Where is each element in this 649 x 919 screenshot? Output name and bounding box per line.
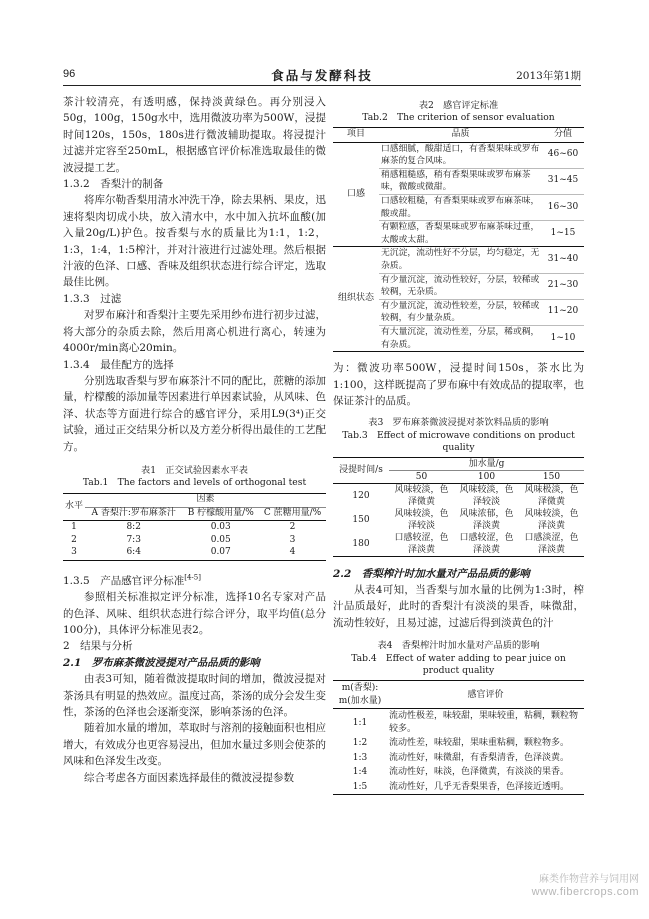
watermark-url: www.fibercrops.com [531,886,639,898]
table-row [333,751,584,766]
section-heading: 1.3.4 最佳配方的选择 [63,358,174,371]
cell: 风味浓郁，色泽淡黄 [459,508,514,531]
section-heading: 1.3.3 过滤 [63,292,122,305]
table2-block [333,100,584,352]
table4-ratio-header-2: m(加水量) [338,695,382,706]
table3 [333,457,584,557]
table2-quality-header: 品质 [379,127,542,142]
cell: 150 [352,514,370,525]
table3-col-header: 50 [389,470,454,483]
table3-caption-cn: 表3 罗布麻茶微波浸提对茶饮料品质的影响 [368,417,549,429]
table1-block [63,465,326,561]
cell: 流动性好，味淡，色泽微黄，有淡淡的果香。 [389,767,570,778]
cell: 2 [71,534,77,545]
table-row [333,508,584,532]
cell: 有大量沉淀，流动性差，分层，稀或稠，有杂质。 [379,325,542,351]
table3-caption-en: Tab.3 Effect of microwave conditions on product quality [342,429,575,454]
cell: 46~60 [542,142,584,168]
paragraph: 由表3可知，随着微波提取时间的增加，微波浸提对茶汤具有明显的热效应。温度过高，茶汤的成分会发生变性，茶汤的色泽也会逐渐变深，影响茶汤的色泽。 [63,673,326,718]
table2-score-header: 分值 [542,127,584,142]
table3-time-header: 浸提时间/s [333,457,389,483]
paragraph: 综合考虑各方面因素选择最佳的微波浸提参数 [84,771,294,784]
table-row [333,709,584,737]
table4-ratio-header [333,681,387,709]
cell: 21~30 [542,273,584,299]
cell: 0.03 [210,521,231,532]
paragraph: 将库尔勒香梨用清水冲洗干净，除去果柄、果皮，迅速将梨肉切成小块，放入清水中，水中加入抗坏血酸(加入量20g/L)护色。按香梨与水的质量比为1:1，1:2，1:3，1:4，1:5榨汁，并对汁液进行过滤处理。然后根据汁液的色泽、口感、香味及组织状态进行综合评定，选取最佳比例。 [63,194,326,289]
table2-category-texture: 组织状态 [333,247,379,352]
cell: 3 [63,547,85,560]
table-row [333,142,584,168]
cell: 风味较淡，色泽淡黄 [524,508,579,531]
cell: 口感较涩，色泽淡黄 [389,532,454,557]
cell: 流动性差，味较甜，果味重粘稠，颗粒物多。 [389,738,570,749]
cell: 稍感粗糙感，稍有香梨果味或罗布麻茶味，微酸或微甜。 [379,168,542,194]
table1-col-b: B 柠檬酸用量/% [182,507,259,521]
cell: 口感细腻，酸甜适口，有香梨果味或罗布麻茶的复合风味。 [379,142,542,168]
cell: 0.05 [210,534,231,545]
table2-caption-cn: 表2 感官评定标准 [418,100,499,111]
paragraph: 对罗布麻汁和香梨汁主要先采用纱布进行初步过滤，将大部分的杂质去除，然后用离心机进行离心，转速为4000r/min离心20min。 [63,309,326,355]
paragraph: 随着加水量的增加，萃取时与溶剂的接触面积也相应增大，有效成分也更容易浸出，但加水量过多则会使茶的风味和色泽发生改变。 [63,722,326,768]
cell: 6:4 [85,547,182,560]
cell: 16~30 [542,194,584,220]
table-row [333,765,584,780]
page-header [63,66,581,84]
section-heading [63,573,326,589]
table1-col-a: A 香梨汁:罗布麻茶汁 [85,507,182,521]
cell: 180 [333,532,389,557]
header-rule [63,85,581,86]
table4-caption-en-2: product quality [422,664,495,676]
table1-level-header: 水平 [63,493,85,521]
cell: 有颗粒感，香梨果味或罗布麻茶味过重，太酸或太甜。 [379,221,542,247]
table4-block [333,640,584,795]
citation-ref: [4-5] [184,573,201,582]
cell: 1:5 [333,780,387,795]
table-row [333,247,584,273]
cell: 11~20 [542,299,584,325]
journal-title: 食品与发酵科技 [271,68,373,83]
issue-label: 2013年第1期 [516,70,581,82]
table2-category-taste: 口感 [333,142,379,247]
cell: 流动性极差，味较甜，果味较重，粘稠，颗粒物较多。 [389,711,579,734]
table-row [333,736,584,751]
table-row [63,521,326,534]
paragraph: 参照相关标准拟定评分标准，选择10名专家对产品的色泽、风味、组织状态进行综合评分，取平均值(总分100分)，具体评分标准见表2。 [63,591,326,636]
table1-factor-header: 因素 [85,493,326,507]
table1-col-c: C 蔗糖用量/% [259,507,326,521]
section-heading: 1.3.2 香梨汁的制备 [63,178,164,191]
section-heading: 2.2 香梨榨汁时加水量对产品品质的影响 [333,567,530,580]
cell: 0.07 [182,547,259,560]
table1-caption-en: Tab.1 The factors and levels of orthogonal test [82,477,307,489]
cell: 1~10 [542,325,584,351]
table2-caption-en: Tab.2 The criterion of sensor evaluation [362,112,555,124]
paragraph: 分别选取香梨与罗布麻茶汁不同的配比，蔗糖的添加量，柠檬酸的添加量等因素进行单因素试验，从风味、色泽、状态等方面进行综合的感官评分，采用L9(3⁴)正交试验，通过正交结果分析以及方差分析得出最佳的工艺配方。 [63,374,326,453]
cell: 有少量沉淀，流动性较好，分层，较稀或较稠，无杂质。 [379,273,542,299]
table1-caption-cn: 表1 正交试验因素水平表 [141,464,248,476]
cell: 无沉淀，流动性好不分层，均匀稳定，无杂质。 [379,247,542,273]
cell: 120 [352,490,370,501]
cell: 风味极淡，色泽微黄 [524,484,579,507]
cell: 口感较粗糙，有香梨果味或罗布麻茶味，酸或甜。 [379,194,542,220]
cell: 1:2 [352,738,368,749]
cell: 8:2 [126,521,141,532]
cell: 3 [289,534,296,545]
table4-caption-cn: 表4 香梨榨汁时加水量对产品质的影响 [377,640,540,652]
cell: 1:1 [352,717,368,728]
cell: 风味较淡，色泽较淡 [394,508,449,531]
table4-ratio-header-1: m(香梨): [341,683,379,694]
cell: 口感淡涩，色泽淡黄 [519,532,584,557]
table4-eval-header: 感官评价 [387,681,584,709]
page-number: 96 [63,68,76,80]
table3-col-header: 150 [519,470,584,483]
cell: 4 [259,547,326,560]
cell: 1:3 [352,752,368,763]
cell: 风味较淡，色泽微黄 [394,484,449,507]
cell: 1 [71,521,77,532]
cell: 口感较涩，色泽淡黄 [454,532,519,557]
cell: 有少量沉淀，流动性较差，分层，较稀或较稠，有少量杂质。 [379,299,542,325]
table3-water-header: 加水量/g [389,457,584,470]
cell: 1:4 [352,767,368,778]
right-column [333,100,584,795]
cell: 31~45 [542,168,584,194]
table2 [333,127,584,352]
paragraph: 为：微波功率500W，浸提时间150s，茶水比为1:100，这样既提高了罗布麻中有效成品的提取率，也保证茶汁的品质。 [333,362,584,407]
cell: 7:3 [126,534,141,545]
section-heading-text: 1.3.5 产品感官评分标准 [63,574,185,587]
table4-caption-en: Tab.4 Effect of water adding to pear juice on [351,652,566,664]
cell: 1~15 [542,221,584,247]
watermark-line1: 麻类作物营养与饲用网 [539,874,639,885]
table3-block [333,417,584,556]
section-heading: 2.1 罗布麻茶微波浸提对产品品质的影响 [63,656,260,669]
table1 [63,493,326,561]
cell: 流动性好，几乎无香梨果香，色泽接近透明。 [387,780,584,795]
table-row [333,483,584,508]
table3-col-header: 100 [454,470,519,483]
cell: 风味较淡，色泽较淡 [459,484,514,507]
table-row [63,547,326,560]
paragraph: 茶汁较清亮，有透明感，保持淡黄绿色。再分别浸入50g，100g，150g水中，选用微波功率为500W，浸提时间120s，150s，180s进行微波辅助提取。将浸提汁过滤并定容至250mL，根据感官评价标准选取最佳的微波浸提工艺。 [63,96,326,174]
table-row [333,532,584,557]
table-row [63,534,326,547]
left-column [63,94,326,786]
paragraph: 从表4可知，当香梨与加水量的比例为1:3时，榨汁品质最好，此时的香梨汁有淡淡的果香，味微甜，流动性较好，且易过滤，过滤后得到淡黄色的汁 [333,583,584,629]
cell: 流动性好，味微甜，有香梨清香，色泽淡黄。 [389,752,570,763]
watermark [532,873,639,899]
cell: 31~40 [542,247,584,273]
cell: 2 [289,521,296,532]
section-heading: 2 结果与分析 [63,640,133,653]
table-row [333,780,584,795]
table2-item-header: 项目 [333,127,379,142]
table4 [333,680,584,795]
